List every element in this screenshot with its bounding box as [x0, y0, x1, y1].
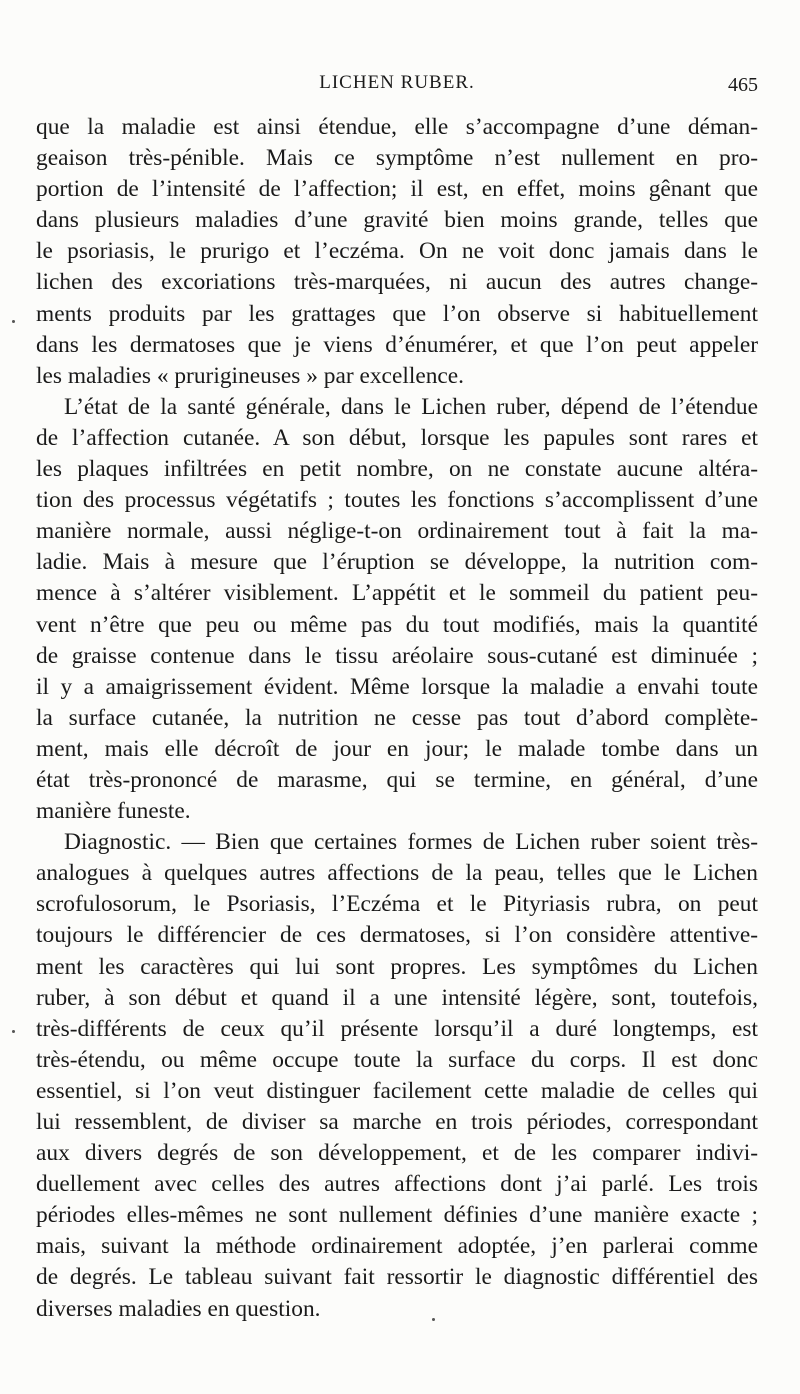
text-line: duellement avec celles des autres affections dont j’ai parlé. Les trois — [36, 1171, 758, 1198]
text-line: périodes elles-mêmes ne sont nullement définies d’une manière exacte ; — [36, 1202, 758, 1229]
text-line: de graisse contenue dans le tissu aréolaire sous-cutané est diminuée ; — [36, 642, 758, 669]
print-speck — [12, 320, 15, 323]
text-line: tion des processus végétatifs ; toutes les fonctions s’accomplissent d’une — [36, 487, 758, 514]
page-header — [36, 72, 758, 102]
body-text — [36, 112, 758, 1325]
text-line: dans les dermatoses que je viens d’énumérer, et que l’on peut appeler — [36, 331, 758, 358]
print-speck — [432, 1318, 435, 1321]
text-line: analogues à quelques autres affections de la peau, telles que le Lichen — [36, 860, 758, 887]
text-line: Diagnostic. — Bien que certaines formes de Lichen ruber soient très- — [64, 829, 758, 856]
text-line: diverses maladies en question. — [36, 1295, 321, 1322]
text-line: ments produits par les grattages que l’on observe si habituellement — [36, 300, 758, 327]
text-line: que la maladie est ainsi étendue, elle s’accompagne d’une déman- — [36, 114, 758, 140]
text-line: portion de l’intensité de l’affection; il est, en effet, moins gênant que — [36, 176, 758, 203]
text-line: mais, suivant la méthode ordinairement adoptée, j’en parlerai comme — [36, 1233, 758, 1260]
text-line: mence à s’altérer visiblement. L’appétit et le sommeil du patient peu- — [36, 580, 758, 607]
text-line: très-étendu, ou même occupe toute la surface du corps. Il est donc — [36, 1046, 758, 1073]
text-line: de l’affection cutanée. A son début, lorsque les papules sont rares et — [36, 424, 758, 451]
text-line: lui ressemblent, de diviser sa marche en trois périodes, correspondant — [36, 1109, 758, 1135]
text-line: très-différents de ceux qu’il présente lorsqu’il a duré longtemps, est — [36, 1015, 758, 1042]
text-line: la surface cutanée, la nutrition ne cesse pas tout d’abord complète- — [36, 704, 758, 731]
running-head: LICHEN RUBER. — [319, 72, 475, 93]
text-line: dans plusieurs maladies d’une gravité bien moins grande, telles que — [36, 207, 758, 234]
text-line: ladie. Mais à mesure que l’éruption se développe, la nutrition com- — [36, 549, 758, 576]
text-line: manière normale, aussi néglige-t-on ordinairement tout à fait la ma- — [36, 518, 758, 545]
page-number: 465 — [728, 74, 758, 96]
text-line: aux divers degrés de son développement, et de les comparer indivi- — [36, 1140, 758, 1167]
text-line: lichen des excoriations très-marquées, ni aucun des autres change- — [36, 269, 758, 296]
text-line: état très-prononcé de marasme, qui se termine, en général, d’une — [36, 766, 758, 793]
text-line: geaison très-pénible. Mais ce symptôme n’est nullement en pro- — [36, 145, 758, 172]
print-speck — [12, 1030, 15, 1033]
text-line: le psoriasis, le prurigo et l’eczéma. On ne voit donc jamais dans le — [36, 238, 758, 265]
text-line: manière funeste. — [36, 798, 191, 825]
text-line: essentiel, si l’on veut distinguer facilement cette maladie de celles qui — [36, 1077, 758, 1104]
text-line: il y a amaigrissement évident. Même lorsque la maladie a envahi toute — [36, 673, 758, 700]
text-line: scrofulosorum, le Psoriasis, l’Eczéma et le Pityriasis rubra, on peut — [36, 891, 758, 918]
text-line: de degrés. Le tableau suivant fait ressortir le diagnostic différentiel des — [36, 1264, 758, 1291]
text-line: les plaques infiltrées en petit nombre, on ne constate aucune altéra- — [36, 456, 758, 483]
text-line: vent n’être que peu ou même pas du tout modifiés, mais la quantité — [36, 611, 758, 638]
text-line: toujours le différencier de ces dermatoses, si l’on considère attentive- — [36, 922, 758, 949]
text-line: ment, mais elle décroît de jour en jour; le malade tombe dans un — [36, 735, 758, 762]
text-line: L’état de la santé générale, dans le Lichen ruber, dépend de l’étendue — [64, 393, 758, 420]
text-line: ruber, à son début et quand il a une intensité légère, sont, toutefois, — [36, 984, 758, 1011]
text-line: ment les caractères qui lui sont propres. Les symptômes du Lichen — [36, 953, 758, 980]
text-line: les maladies « prurigineuses » par excellence. — [36, 362, 465, 389]
